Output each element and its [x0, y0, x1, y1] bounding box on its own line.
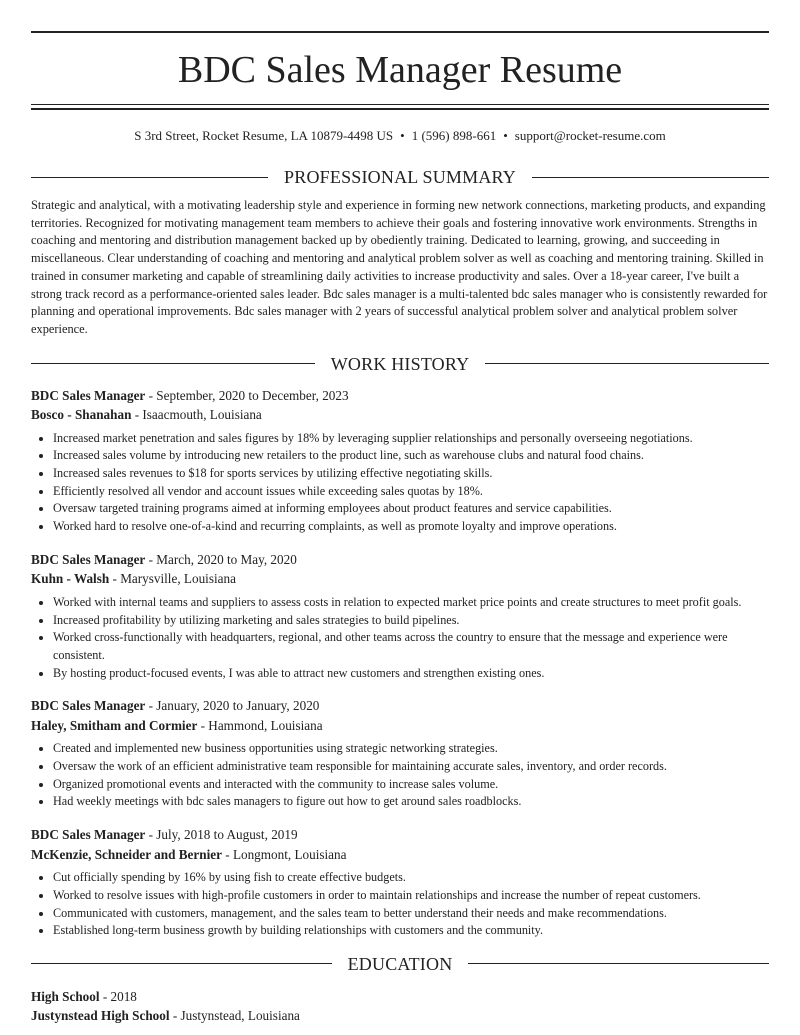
job-company-line — [31, 569, 769, 589]
job-entry — [31, 550, 769, 683]
job-bullets — [31, 740, 769, 811]
job-company-line — [31, 845, 769, 865]
job-bullet: • Increased market penetration and sales figures by 18% by leveraging supplier relationships and personally overseeing negotiations. — [53, 430, 769, 448]
top-rule — [31, 31, 769, 33]
job-bullet: • Created and implemented new business opportunities using strategic networking strategies. — [53, 740, 769, 758]
job-bullet: • Efficiently resolved all vendor and account issues while exceeding sales quotas by 18%. — [53, 483, 769, 501]
work-history-heading — [31, 353, 769, 375]
job-title: BDC Sales Manager — [31, 827, 146, 843]
job-dates: - September, 2020 to December, 2023 — [145, 387, 349, 403]
education-location: - Justynstead, Louisiana — [169, 1008, 300, 1024]
job-dates: - January, 2020 to January, 2020 — [145, 698, 320, 714]
education-degree-line — [31, 987, 769, 1007]
job-location: - Hammond, Louisiana — [197, 717, 323, 733]
job-company-line — [31, 405, 769, 425]
contact-phone: 1 (596) 898-661 — [411, 128, 497, 143]
job-bullet: • By hosting product-focused events, I was able to attract new customers and strengthen existing ones. — [53, 665, 769, 683]
work-history-heading-label: WORK HISTORY — [330, 353, 470, 374]
job-bullet: • Oversaw the work of an efficient administrative team responsible for maintaining accurate sales, inventory, and order records. — [53, 758, 769, 776]
job-title-line — [31, 386, 769, 406]
job-location: - Isaacmouth, Louisiana — [131, 407, 262, 423]
job-title: BDC Sales Manager — [31, 387, 146, 403]
education-degree: High School — [31, 988, 100, 1004]
resume-title: BDC Sales Manager Resume — [177, 49, 623, 91]
job-bullet: • Increased sales revenues to $18 for sports services by utilizing effective negotiating skills. — [53, 465, 769, 483]
job-bullets — [31, 430, 769, 536]
job-dates: - March, 2020 to May, 2020 — [145, 551, 297, 567]
job-title-line — [31, 825, 769, 845]
education-heading-label: EDUCATION — [347, 953, 453, 974]
job-bullet: • Worked cross-functionally with headquarters, regional, and other teams across the country to ensure that the message and experience were consistent. — [53, 629, 769, 664]
job-bullets — [31, 869, 769, 940]
job-bullet: • Worked hard to resolve one-of-a-kind and recurring complaints, as well as promote loyalty and improve operations. — [53, 518, 769, 536]
job-company: Haley, Smitham and Cormier — [31, 717, 198, 733]
job-bullet: • Worked to resolve issues with high-profile customers in order to maintain relationships and increase the number of repeat customers. — [53, 887, 769, 905]
education-heading — [31, 953, 769, 975]
job-company: McKenzie, Schneider and Bernier — [31, 846, 222, 862]
job-bullet: • Increased profitability by utilizing marketing and sales strategies to build pipelines. — [53, 612, 769, 630]
job-bullets — [31, 594, 769, 683]
job-title-line — [31, 696, 769, 716]
heading-rule — [532, 177, 769, 178]
job-bullet: • Established long-term business growth by building relationships with customers and the community. — [53, 922, 769, 940]
summary-heading-label: PROFESSIONAL SUMMARY — [284, 167, 516, 187]
job-bullet: • Worked with internal teams and suppliers to assess costs in relation to expected market price points and create structures to meet profit goals. — [53, 594, 769, 612]
summary-heading — [31, 166, 769, 188]
job-entry — [31, 825, 769, 940]
education-school-line — [31, 1006, 769, 1026]
job-company: Bosco - Shanahan — [31, 407, 132, 423]
job-entry — [31, 696, 769, 811]
title-double-rule — [31, 104, 769, 110]
heading-rule — [31, 363, 315, 364]
job-bullet: • Communicated with customers, management, and the sales team to better understand their needs and make recommendations. — [53, 905, 769, 923]
heading-rule — [31, 963, 332, 964]
contact-separator: • — [503, 128, 508, 143]
work-history-list — [31, 386, 769, 940]
contact-address: S 3rd Street, Rocket Resume, LA 10879-4498 US — [134, 128, 394, 143]
education-school: Justynstead High School — [31, 1008, 170, 1024]
education-entry — [31, 987, 769, 1026]
heading-rule — [31, 177, 268, 178]
job-location: - Marysville, Louisiana — [109, 571, 236, 587]
job-dates: - July, 2018 to August, 2019 — [145, 827, 298, 843]
job-title: BDC Sales Manager — [31, 551, 146, 567]
resume-page — [31, 31, 769, 1026]
heading-rule — [468, 963, 769, 964]
job-bullet: • Oversaw targeted training programs aimed at informing employees about product features and service capabilities. — [53, 500, 769, 518]
job-bullet: • Increased sales volume by introducing new retailers to the product line, such as warehouse clubs and natural food chains. — [53, 447, 769, 465]
job-title: BDC Sales Manager — [31, 698, 146, 714]
job-company: Kuhn - Walsh — [31, 571, 110, 587]
contact-email: support@rocket-resume.com — [514, 128, 666, 143]
job-company-line — [31, 716, 769, 736]
job-entry — [31, 386, 769, 536]
job-location: - Longmont, Louisiana — [221, 846, 347, 862]
job-bullet: • Had weekly meetings with bdc sales managers to figure out how to get around sales roadblocks. — [53, 793, 769, 811]
heading-rule — [485, 363, 769, 364]
job-title-line — [31, 550, 769, 570]
education-year: - 2018 — [99, 988, 137, 1004]
job-bullet: • Organized promotional events and interacted with the community to increase sales volume. — [53, 776, 769, 794]
summary-text: Strategic and analytical, with a motivating leadership style and experience in forming new network connections, marketing products, and expanding territories. Recognized for motivating management team members to achieve their goals and fostering innovative work environments. Strengths in coaching and mentoring and distribution management backed up by obediently training. Dedicated to learning, growing, and succeeding in miscellaneous. Clear understanding of coaching and mentoring and analytical problem solver as well as coaching and mentoring training. Skilled in trained in consumer marketing and capable of streamlining daily activities to increase productivity and sales. Over a 18-year career, I've built a strong track record as a performance-oriented sales leader. Bdc sales manager is a multi-talented bdc sales manager who is consistently rewarded for planning and operational improvements. Bdc sales manager with 2 years of successful analytical problem solver and analytical problem solver experience. — [31, 198, 768, 336]
job-bullet: • Cut officially spending by 16% by using fish to create effective budgets. — [53, 869, 769, 887]
contact-separator: • — [400, 128, 405, 143]
contact-line — [31, 128, 769, 144]
